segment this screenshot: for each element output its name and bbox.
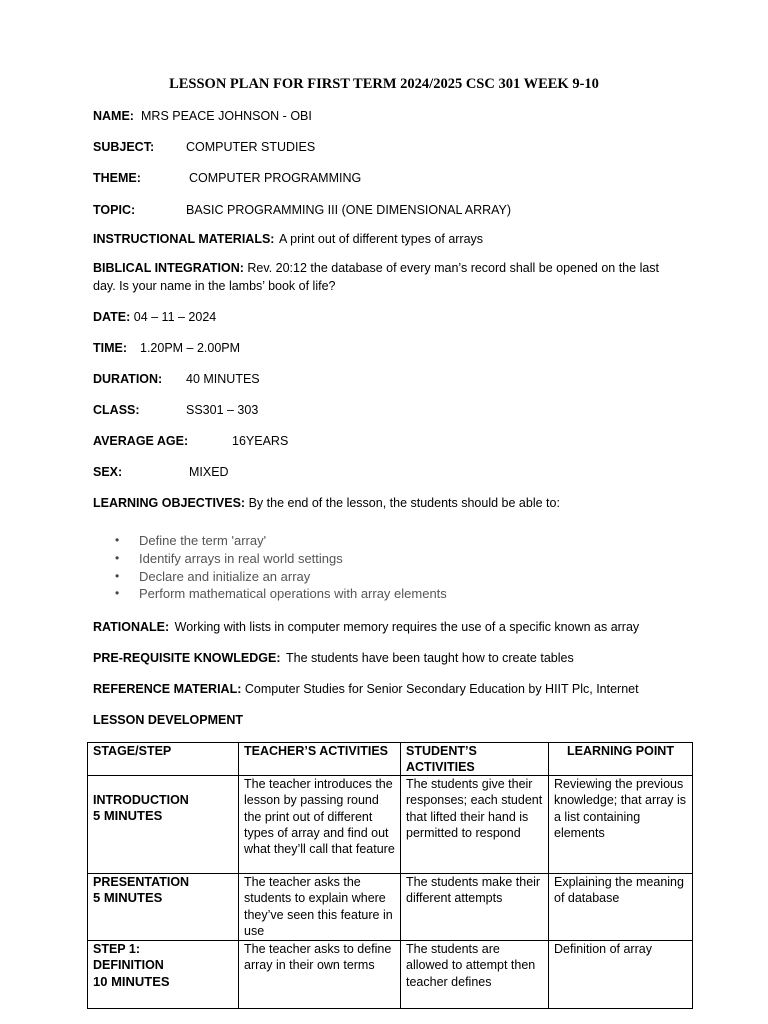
table-row	[88, 941, 693, 1009]
teacher-cell: The teacher asks to define array in their own terms	[239, 941, 401, 1009]
sex-label: SEX:	[93, 465, 123, 479]
topic-value: BASIC PROGRAMMING III (ONE DIMENSIONAL ARRAY)	[186, 203, 512, 217]
time-label: TIME:	[93, 341, 128, 355]
stage-name: STEP 1:	[93, 942, 141, 956]
rationale-label: RATIONALE:	[93, 620, 170, 634]
rationale-value: Working with lists in computer memory requires the use of a specific known as array	[174, 620, 640, 634]
prereq-row	[93, 651, 574, 665]
stage-cell	[88, 776, 239, 874]
teacher-cell: The teacher asks the students to explain where they’ve seen this feature in use	[239, 874, 401, 941]
table-header-row	[88, 743, 693, 776]
sex-value: MIXED	[189, 465, 229, 479]
student-cell: The students make their different attempts	[401, 874, 549, 941]
lesson-development-table	[87, 742, 693, 1009]
page-title: LESSON PLAN FOR FIRST TERM 2024/2025 CSC 301 WEEK 9-10	[169, 76, 599, 92]
table-row	[88, 776, 693, 874]
header-student: STUDENT’S ACTIVITIES	[401, 743, 549, 776]
reference-value: Computer Studies for Senior Secondary Education by HIIT Plc, Internet	[244, 682, 639, 696]
list-item: • Identify arrays in real world settings	[112, 550, 447, 568]
list-item: • Perform mathematical operations with array elements	[112, 585, 447, 603]
objectives-value: By the end of the lesson, the students should be able to:	[248, 496, 560, 510]
objectives-label: LEARNING OBJECTIVES:	[93, 496, 246, 510]
biblical-integration	[93, 261, 659, 275]
learning-point-cell: Reviewing the previous knowledge; that array is a list containing elements	[549, 776, 693, 874]
list-item: • Define the term 'array'	[112, 532, 447, 550]
stage-name: INTRODUCTION	[93, 793, 189, 807]
objectives-list	[112, 532, 447, 603]
list-item: • Declare and initialize an array	[112, 568, 447, 586]
table-row	[88, 874, 693, 941]
biblical-label: BIBLICAL INTEGRATION:	[93, 261, 244, 275]
duration-value: 40 MINUTES	[186, 372, 260, 386]
theme-value: COMPUTER PROGRAMMING	[189, 171, 362, 185]
stage-minutes: 5 MINUTES	[93, 890, 163, 906]
learning-point-cell: Explaining the meaning of database	[549, 874, 693, 941]
subject-value: COMPUTER STUDIES	[186, 140, 316, 154]
theme-label: THEME:	[93, 171, 141, 185]
stage-cell	[88, 874, 239, 941]
rationale-row	[93, 620, 639, 634]
subject-label: SUBJECT:	[93, 140, 155, 154]
materials-value: A print out of different types of arrays	[279, 232, 484, 246]
header-stage: STAGE/STEP	[88, 743, 239, 776]
name-value: MRS PEACE JOHNSON - OBI	[141, 109, 312, 123]
student-cell: The students give their responses; each student that lifted their hand is permitted to respond	[401, 776, 549, 874]
date-value: 04 – 11 – 2024	[133, 310, 217, 324]
name-label: NAME:	[93, 109, 134, 123]
reference-label: REFERENCE MATERIAL:	[93, 682, 242, 696]
age-value: 16YEARS	[232, 434, 289, 448]
stage-name: PRESENTATION	[93, 875, 190, 889]
materials-label: INSTRUCTIONAL MATERIALS:	[93, 232, 275, 246]
teacher-cell: The teacher introduces the lesson by passing round the print out of different types of array and find out what they’ll call that feature	[239, 776, 401, 874]
student-cell: The students are allowed to attempt then teacher defines	[401, 941, 549, 1009]
prereq-label: PRE-REQUISITE KNOWLEDGE:	[93, 651, 281, 665]
header-learning-point: LEARNING POINT	[549, 743, 693, 776]
biblical-line2: day. Is your name in the lambs’ book of life?	[93, 279, 336, 293]
stage-subname: DEFINITION	[93, 958, 164, 973]
stage-minutes: 5 MINUTES	[93, 808, 163, 824]
date-row	[93, 310, 216, 324]
age-label: AVERAGE AGE:	[93, 434, 189, 448]
reference-row	[93, 682, 639, 696]
time-value: 1.20PM – 2.00PM	[140, 341, 241, 355]
biblical-line1: Rev. 20:12 the database of every man’s record shall be opened on the last	[247, 261, 660, 275]
stage-cell	[88, 941, 239, 1009]
prereq-value: The students have been taught how to create tables	[286, 651, 574, 665]
class-label: CLASS:	[93, 403, 140, 417]
header-teacher: TEACHER’S ACTIVITIES	[239, 743, 401, 776]
objectives-intro	[93, 496, 560, 510]
learning-point-cell: Definition of array	[549, 941, 693, 1009]
class-value: SS301 – 303	[186, 403, 259, 417]
duration-label: DURATION:	[93, 372, 163, 386]
stage-minutes: 10 MINUTES	[93, 973, 170, 989]
topic-label: TOPIC:	[93, 203, 136, 217]
date-label: DATE:	[93, 310, 131, 324]
lesson-development-heading: LESSON DEVELOPMENT	[93, 713, 244, 727]
